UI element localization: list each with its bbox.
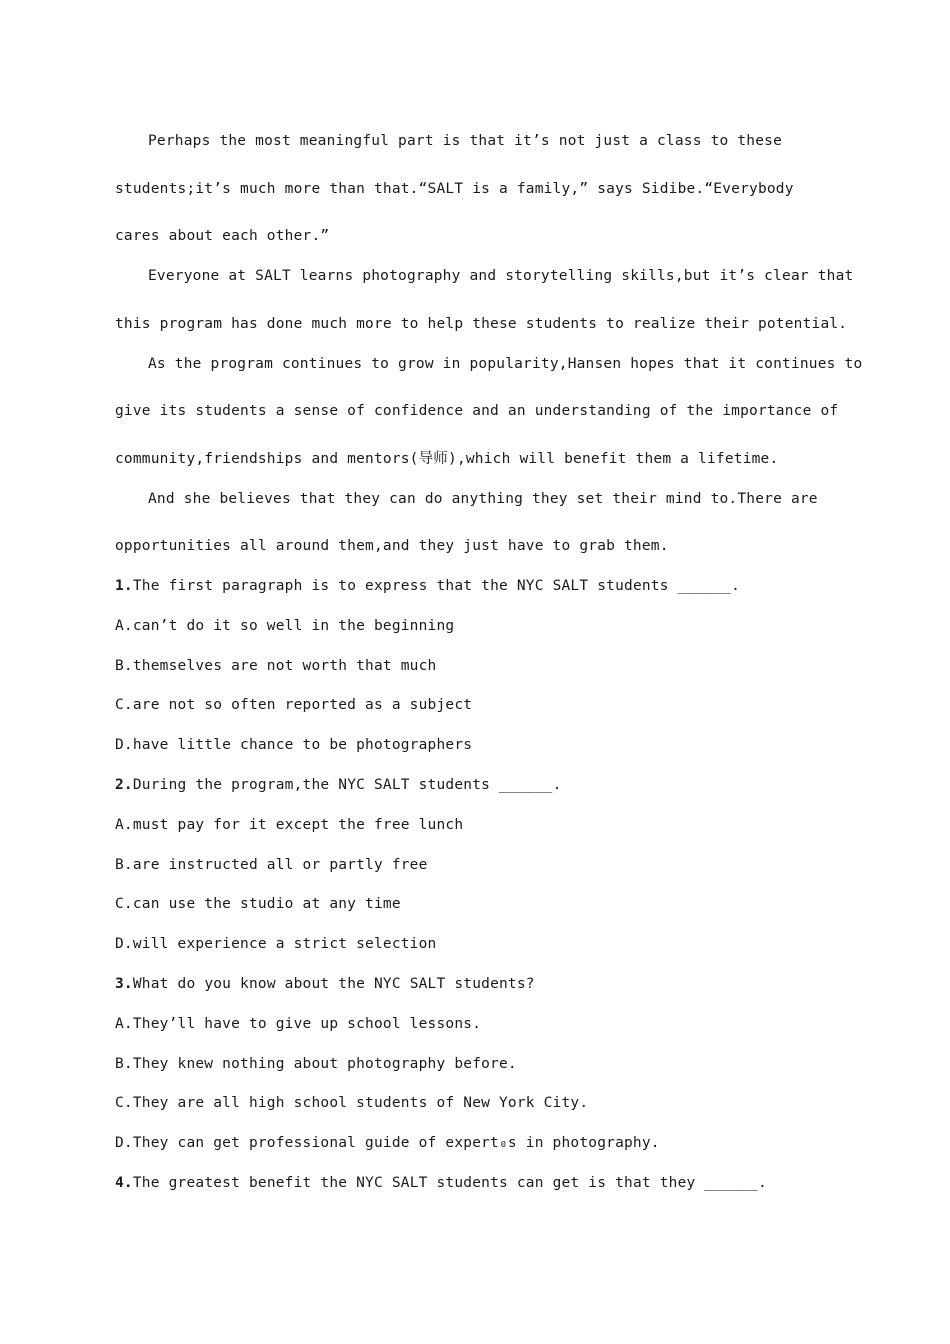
passage-line: community,friendships and mentors(导师),which will benefit them a lifetime. — [115, 450, 779, 467]
passage-line: this program has done much more to help these students to realize their potential. — [115, 315, 848, 332]
question-1 — [115, 573, 835, 772]
passage-line: opportunities all around them,and they just have to grab them. — [115, 538, 669, 554]
passage-paragraph-3 — [115, 351, 863, 486]
passage-paragraph-2 — [115, 263, 854, 351]
option-c[interactable]: C.are not so often reported as a subject — [115, 697, 473, 714]
option-b[interactable]: B.themselves are not worth that much — [115, 657, 437, 674]
question-text: What do you know about the NYC SALT students? — [132, 975, 535, 992]
option-a[interactable]: A.must pay for it except the free lunch — [115, 816, 464, 833]
question-3 — [115, 971, 835, 1170]
question-number: 2. — [115, 776, 133, 793]
question-number: 4. — [115, 1174, 133, 1191]
option-a[interactable]: A.can’t do it so well in the beginning — [115, 617, 455, 634]
question-stem — [115, 971, 835, 1011]
passage-line: Perhaps the most meaningful part is that it’s not just a class to these — [148, 133, 783, 149]
option-d[interactable]: D.They can get professional guide of expert₀s in photography. — [115, 1135, 660, 1152]
question-stem — [115, 772, 835, 812]
option-d[interactable]: D.have little chance to be photographers — [115, 737, 473, 754]
option-b[interactable]: B.are instructed all or partly free — [115, 856, 428, 873]
option-d[interactable]: D.will experience a strict selection — [115, 936, 437, 953]
question-2 — [115, 772, 835, 971]
option-c[interactable]: C.can use the studio at any time — [115, 896, 401, 913]
passage-line: cares about each other.” — [115, 228, 330, 244]
question-4 — [115, 1170, 835, 1210]
passage-line: students;it’s much more than that.“SALT is a family,” says Sidibe.“Everybody — [115, 180, 794, 197]
passage-line: Everyone at SALT learns photography and storytelling skills,but it’s clear that — [148, 268, 854, 284]
option-b[interactable]: B.They knew nothing about photography before. — [115, 1055, 517, 1072]
option-a[interactable]: A.They’ll have to give up school lessons. — [115, 1015, 482, 1032]
question-stem — [115, 573, 835, 613]
question-stem — [115, 1170, 835, 1210]
passage-line: give its students a sense of confidence and an understanding of the importance of — [115, 403, 839, 419]
document-page — [115, 128, 863, 1210]
question-text: The first paragraph is to express that the NYC SALT students ______. — [132, 578, 741, 594]
passage-paragraph-1 — [115, 128, 835, 263]
question-number: 1. — [115, 578, 133, 594]
option-c[interactable]: C.They are all high school students of New York City. — [115, 1095, 589, 1112]
passage-line: As the program continues to grow in popularity,Hansen hopes that it continues to — [148, 355, 863, 372]
passage-paragraph-4 — [115, 486, 835, 574]
question-number: 3. — [115, 975, 133, 992]
question-text: During the program,the NYC SALT students ______. — [132, 776, 562, 793]
passage-line: And she believes that they can do anything they set their mind to.There are — [148, 490, 818, 507]
question-text: The greatest benefit the NYC SALT students can get is that they ______. — [132, 1174, 767, 1191]
